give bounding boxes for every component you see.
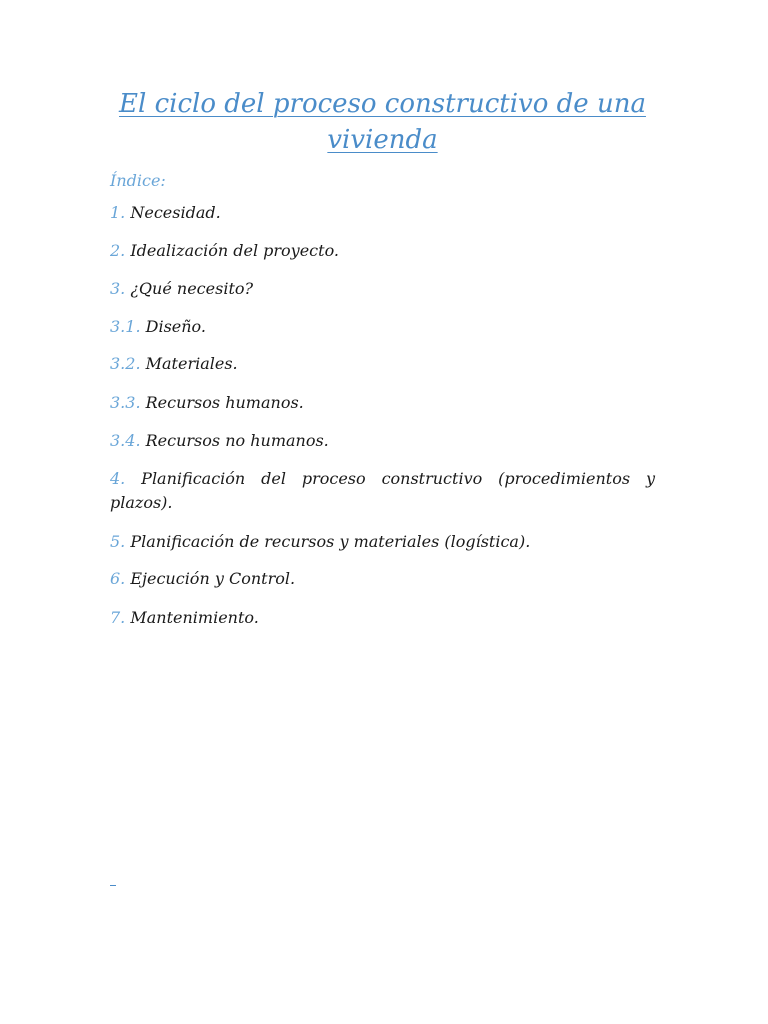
toc-number: 3.3. bbox=[110, 393, 141, 412]
toc-item-7 bbox=[110, 606, 655, 630]
toc-number: 1. bbox=[110, 203, 126, 222]
toc-number: 6. bbox=[110, 569, 126, 588]
toc-number: 3.1. bbox=[110, 317, 141, 336]
toc-text: Diseño. bbox=[140, 317, 206, 336]
toc-item-5 bbox=[110, 530, 655, 554]
toc-item-3-2 bbox=[110, 352, 655, 376]
toc-number: 3.4. bbox=[110, 431, 141, 450]
toc-item-4 bbox=[110, 467, 655, 515]
toc-text: ¿Qué necesito? bbox=[125, 279, 254, 298]
toc-text: Necesidad. bbox=[125, 203, 221, 222]
toc-text: Recursos humanos. bbox=[140, 393, 304, 412]
toc-item-1 bbox=[110, 201, 655, 225]
toc-text: Planificación de recursos y materiales (logística). bbox=[125, 532, 531, 551]
toc-text: Planificación del proceso constructivo (procedimientos y plazos). bbox=[110, 469, 655, 512]
toc-item-2 bbox=[110, 239, 655, 263]
toc-text: Materiales. bbox=[140, 354, 238, 373]
toc-number: 4. bbox=[110, 469, 126, 488]
toc-item-3-1 bbox=[110, 315, 655, 339]
toc-item-3-4 bbox=[110, 429, 655, 453]
toc-text: Mantenimiento. bbox=[125, 608, 259, 627]
toc-number: 3.2. bbox=[110, 354, 141, 373]
toc-item-3-3 bbox=[110, 391, 655, 415]
toc-number: 3. bbox=[110, 279, 126, 298]
toc-text: Ejecución y Control. bbox=[125, 569, 296, 588]
toc-item-3 bbox=[110, 277, 655, 301]
toc-number: 7. bbox=[110, 608, 126, 627]
toc-number: 2. bbox=[110, 241, 126, 260]
index-label: Índice: bbox=[110, 171, 166, 190]
cursor-mark bbox=[110, 885, 116, 886]
page-title: El ciclo del proceso constructivo de una vivienda bbox=[119, 89, 646, 155]
toc-number: 5. bbox=[110, 532, 126, 551]
toc-text: Idealización del proyecto. bbox=[125, 241, 339, 260]
toc-item-6 bbox=[110, 567, 655, 591]
toc-text: Recursos no humanos. bbox=[140, 431, 329, 450]
